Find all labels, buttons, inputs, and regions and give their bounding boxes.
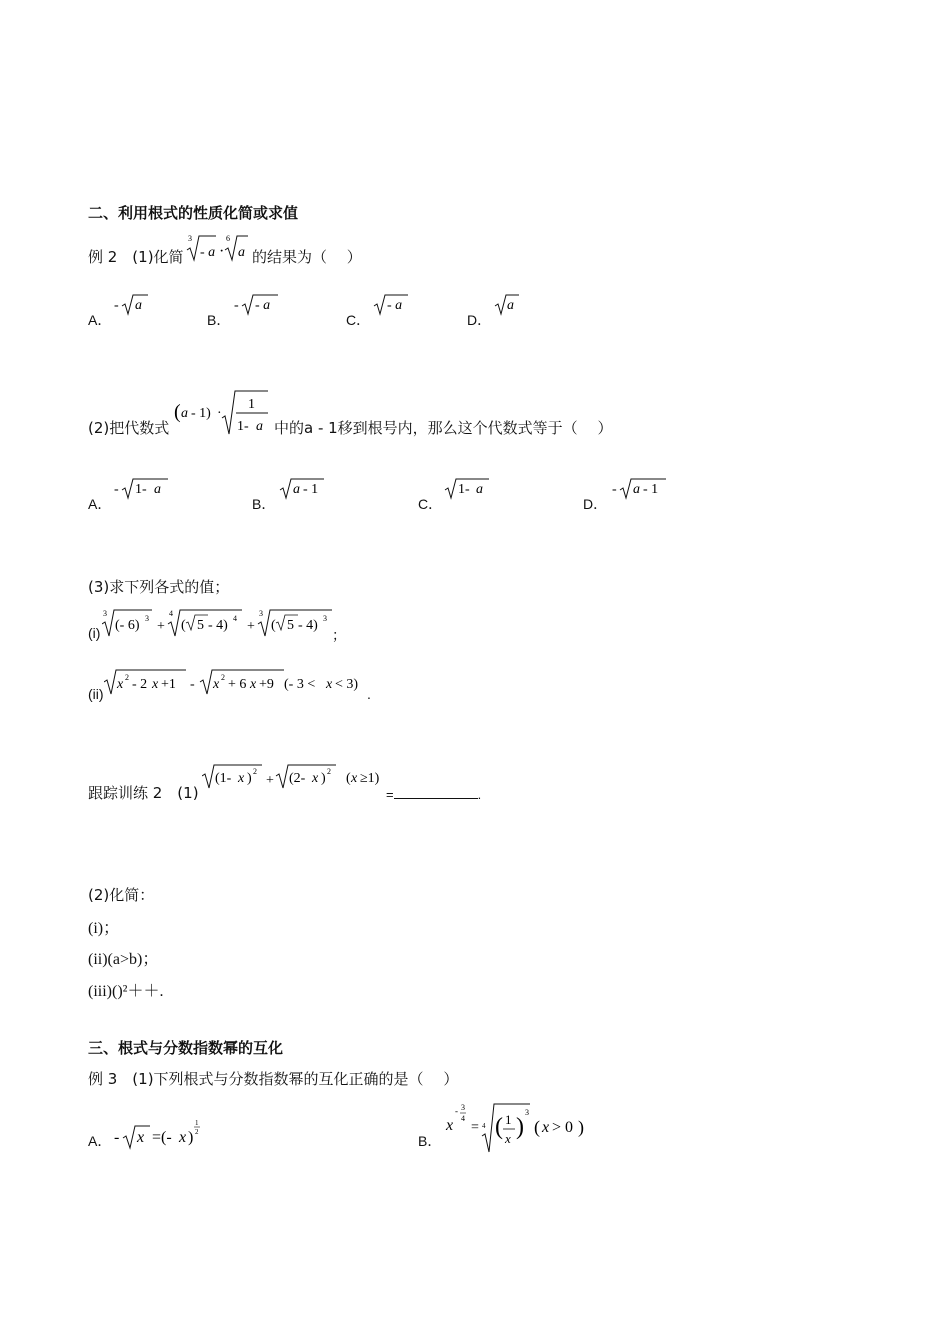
svg-text:3: 3 bbox=[145, 614, 149, 623]
svg-text:x: x bbox=[351, 771, 358, 786]
q3-ii-expression bbox=[104, 666, 368, 698]
example-2-q1-label: 例 2 (1)化简 bbox=[88, 248, 184, 266]
svg-text:- 1): - 1) bbox=[191, 406, 211, 421]
svg-text:+: + bbox=[157, 619, 165, 634]
svg-text:a: a bbox=[238, 245, 245, 260]
svg-text:x: x bbox=[446, 1117, 454, 1134]
practice-2-expression bbox=[202, 762, 388, 794]
svg-text:1: 1 bbox=[195, 1119, 199, 1127]
svg-text:(: ( bbox=[534, 1117, 540, 1137]
svg-text:(: ( bbox=[271, 618, 276, 633]
ex3-option-a-expr[interactable] bbox=[112, 1114, 208, 1150]
example-2-q1-tail: 的结果为（ ） bbox=[252, 248, 362, 266]
svg-text:·: · bbox=[219, 243, 225, 260]
svg-text:x: x bbox=[238, 771, 245, 786]
svg-text:-: - bbox=[114, 298, 119, 313]
ex3-option-a-letter[interactable]: A． bbox=[88, 1133, 112, 1149]
q2-option-b-expr[interactable] bbox=[278, 476, 328, 502]
svg-text:4: 4 bbox=[482, 1122, 486, 1130]
svg-text:+1: +1 bbox=[161, 677, 176, 692]
q2-option-c-letter[interactable]: C． bbox=[418, 496, 443, 512]
example-2-q3-label: (3)求下列各式的值； bbox=[88, 578, 230, 596]
svg-text:1-: 1- bbox=[458, 482, 470, 497]
svg-text:2: 2 bbox=[253, 767, 257, 776]
svg-text:- 4): - 4) bbox=[208, 618, 228, 633]
svg-text:4: 4 bbox=[461, 1114, 465, 1123]
svg-text:5: 5 bbox=[197, 618, 204, 633]
svg-text:+: + bbox=[247, 619, 255, 634]
svg-text:< 3): < 3) bbox=[335, 677, 359, 692]
practice-2-end: . bbox=[477, 787, 482, 802]
svg-text:(: ( bbox=[181, 618, 186, 633]
svg-text:a: a bbox=[154, 482, 161, 497]
section-heading: 三、根式与分数指数幂的互化 bbox=[88, 1039, 284, 1057]
q1-option-c-letter[interactable]: C． bbox=[346, 312, 371, 328]
svg-text:): ) bbox=[188, 1129, 194, 1146]
practice-2-label: 跟踪训练 2 (1) bbox=[88, 784, 199, 802]
svg-text:a: a bbox=[256, 419, 263, 434]
q3-ii-label: (ii) bbox=[88, 686, 104, 702]
svg-text:2: 2 bbox=[125, 673, 129, 682]
q1-option-b-letter[interactable]: B． bbox=[207, 312, 231, 328]
svg-text:x: x bbox=[213, 677, 220, 692]
svg-text:- 1: - 1 bbox=[303, 482, 319, 497]
svg-text:): ) bbox=[578, 1117, 584, 1137]
q2-option-a-letter[interactable]: A． bbox=[88, 496, 112, 512]
svg-text:3: 3 bbox=[259, 609, 263, 618]
svg-text:-: - bbox=[190, 677, 195, 692]
svg-text:x: x bbox=[137, 1129, 145, 1146]
svg-text:3: 3 bbox=[103, 609, 107, 618]
svg-text:+9: +9 bbox=[259, 677, 274, 692]
svg-text:-: - bbox=[114, 482, 119, 497]
svg-text:1: 1 bbox=[248, 397, 255, 412]
svg-text:6: 6 bbox=[226, 234, 230, 243]
svg-text:(1-: (1- bbox=[215, 771, 232, 786]
svg-text:(: ( bbox=[174, 401, 181, 423]
example-2-q2-label: (2)把代数式 bbox=[88, 419, 170, 437]
svg-text:2: 2 bbox=[221, 673, 225, 682]
svg-text:3: 3 bbox=[461, 1103, 465, 1112]
q1-expression bbox=[186, 230, 250, 264]
svg-text:3: 3 bbox=[188, 234, 192, 243]
q1-option-a-letter[interactable]: A． bbox=[88, 312, 112, 328]
svg-text:4: 4 bbox=[169, 609, 173, 618]
q1-option-c-expr[interactable] bbox=[372, 292, 412, 318]
practice-2-q2-iii: (iii)()²＋＋. bbox=[88, 983, 164, 1000]
svg-text:(: ( bbox=[346, 771, 351, 786]
svg-text:=: = bbox=[471, 1120, 479, 1135]
equals-sign: = bbox=[386, 787, 394, 802]
svg-text:=(-: =(- bbox=[152, 1129, 172, 1146]
svg-text:- 4): - 4) bbox=[298, 618, 318, 633]
svg-text:x: x bbox=[117, 677, 124, 692]
svg-text:-: - bbox=[612, 482, 617, 497]
svg-text:+: + bbox=[266, 773, 274, 788]
svg-text:x: x bbox=[505, 1131, 511, 1146]
svg-text:+ 6: + 6 bbox=[228, 677, 247, 692]
svg-text:a: a bbox=[507, 298, 514, 313]
svg-text:5: 5 bbox=[287, 618, 294, 633]
svg-text:·: · bbox=[217, 406, 222, 421]
section-heading: 二、利用根式的性质化简或求值 bbox=[88, 204, 299, 222]
q1-option-a-expr[interactable] bbox=[112, 292, 152, 318]
svg-text:> 0: > 0 bbox=[552, 1119, 574, 1136]
practice-2-q2-i: (i)； bbox=[88, 920, 120, 937]
svg-text:-: - bbox=[455, 1106, 458, 1116]
svg-text:a: a bbox=[293, 482, 300, 497]
svg-text:1: 1 bbox=[505, 1112, 512, 1127]
svg-text:- a: - a bbox=[200, 245, 216, 260]
q1-option-d-expr[interactable] bbox=[493, 292, 523, 318]
practice-2-q2-ii: (ii)(a>b)； bbox=[88, 951, 159, 968]
svg-text:x: x bbox=[326, 677, 333, 692]
q1-option-d-letter[interactable]: D． bbox=[467, 312, 492, 328]
q1-option-b-expr[interactable] bbox=[232, 292, 282, 318]
svg-text:- a: - a bbox=[255, 298, 271, 313]
q2-option-d-expr[interactable] bbox=[610, 476, 670, 502]
svg-text:(- 6): (- 6) bbox=[115, 618, 140, 633]
svg-text:): ) bbox=[321, 771, 326, 786]
svg-text:≥1): ≥1) bbox=[360, 771, 380, 786]
svg-text:(- 3 <: (- 3 < bbox=[284, 677, 316, 692]
svg-text:4: 4 bbox=[233, 614, 237, 623]
example-3-label: 例 3 (1)下列根式与分数指数幂的互化正确的是（ ） bbox=[88, 1070, 459, 1088]
svg-text:): ) bbox=[247, 771, 252, 786]
svg-text:x: x bbox=[312, 771, 319, 786]
svg-text:(: ( bbox=[495, 1114, 503, 1140]
svg-text:-: - bbox=[114, 1129, 120, 1146]
q2-option-b-letter[interactable]: B． bbox=[252, 496, 276, 512]
svg-text:x: x bbox=[250, 677, 257, 692]
svg-text:a: a bbox=[476, 482, 483, 497]
svg-text:2: 2 bbox=[195, 1128, 199, 1136]
q2-expression bbox=[172, 388, 272, 438]
answer-blank[interactable] bbox=[394, 784, 478, 799]
svg-text:- 2: - 2 bbox=[132, 677, 148, 692]
svg-text:(2-: (2- bbox=[289, 771, 306, 786]
example-2-q2-tail: 中的a - 1移到根号内，那么这个代数式等于（ ） bbox=[274, 419, 613, 437]
svg-text:a: a bbox=[181, 406, 188, 421]
q2-option-d-letter[interactable]: D． bbox=[583, 496, 608, 512]
q3-i-expression bbox=[102, 606, 336, 640]
svg-text:x: x bbox=[152, 677, 159, 692]
svg-text:-: - bbox=[234, 298, 239, 313]
svg-text:- 1: - 1 bbox=[643, 482, 659, 497]
svg-text:x: x bbox=[542, 1119, 550, 1136]
svg-text:- a: - a bbox=[387, 298, 403, 313]
q3-i-label: (i) bbox=[88, 625, 101, 641]
q2-option-a-expr[interactable] bbox=[112, 476, 172, 502]
svg-text:1-: 1- bbox=[237, 419, 249, 434]
q2-option-c-expr[interactable] bbox=[443, 476, 493, 502]
svg-text:2: 2 bbox=[327, 767, 331, 776]
ex3-option-b-expr[interactable] bbox=[444, 1100, 590, 1156]
svg-text:1-: 1- bbox=[135, 482, 147, 497]
svg-text:a: a bbox=[633, 482, 640, 497]
practice-2-q2-label: (2)化简： bbox=[88, 886, 155, 904]
q3-i-end: ； bbox=[332, 627, 346, 643]
svg-text:a: a bbox=[135, 298, 142, 313]
practice-2-answer bbox=[386, 784, 481, 802]
svg-text:x: x bbox=[179, 1129, 187, 1146]
q3-ii-end: . bbox=[367, 686, 371, 702]
svg-text:): ) bbox=[516, 1114, 524, 1140]
ex3-option-b-letter[interactable]: B． bbox=[418, 1133, 442, 1149]
svg-text:3: 3 bbox=[323, 614, 327, 623]
svg-text:3: 3 bbox=[525, 1108, 529, 1117]
